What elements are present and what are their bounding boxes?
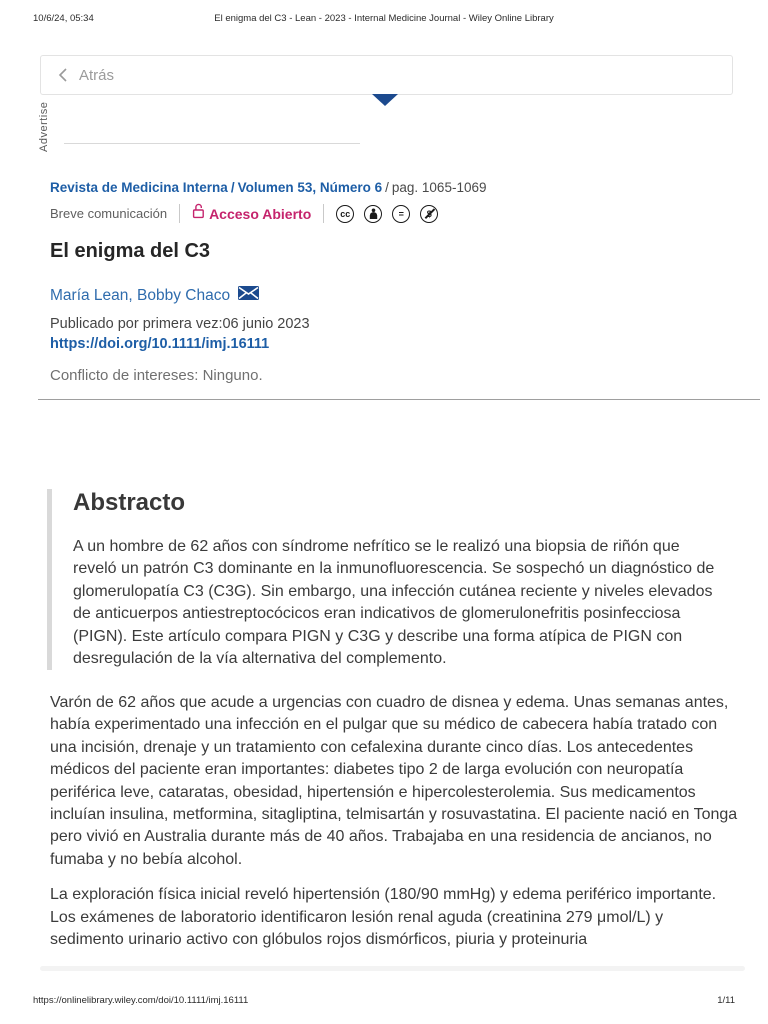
abstract-section [47,489,737,670]
abstract-heading: Abstracto [73,489,186,516]
pages-range: pag. 1065-1069 [391,180,487,195]
open-access-label: Acceso Abierto [209,205,312,222]
down-triangle-marker [372,94,398,106]
authors-row[interactable] [50,286,259,305]
cc-by-person-icon [364,205,382,223]
body-paragraph: Varón de 62 años que acude a urgencias con cuadro de disnea y edema. Unas semanas antes, había experimentado una infección en el pulgar que su médico de cabecera había tratado con una incisión, drenaje y un tratamiento con cefalexina durante cinco días. Los antecedentes médicos del paciente eran importantes: diabetes tipo 2 de larga evolución con neuropatía periférica leve, cataratas, obesidad, hipertensión e hipercolesterolemia. Sus medicamentos incluían insulina, metformina, sitagliptina, telmisartán y rosuvastatina. El paciente nació en Tonga pero vivió en Australia durante más de 40 años. Trabajaba en una residencia de ancianos, no fumaba y no bebía alcohol. [50,694,738,868]
email-envelope-icon[interactable] [238,286,259,305]
article-meta-row [50,203,438,224]
open-access-badge [192,203,311,224]
breadcrumb-separator: / [385,180,389,195]
breadcrumb-separator: / [230,180,235,195]
body-paragraph: La exploración física inicial reveló hipertensión (180/90 mmHg) y edema periférico importante. Los exámenes de laboratorio identificaron lesión renal aguda (creatinina 279 μmol/L) y sedimento urinario activo con glóbulos rojos dismórficos, piuria y proteinuria [50,886,717,949]
back-button-label: Atrás [79,66,115,84]
ad-placeholder [64,95,360,144]
open-lock-icon [192,203,205,224]
back-button[interactable] [40,55,733,95]
cc-nd-equals-icon: = [392,205,410,223]
article-body [50,692,738,951]
vertical-divider [179,204,180,223]
advertise-label: Advertise [38,101,50,152]
license-icons [336,205,438,223]
abstract-text: A un hombre de 62 años con síndrome nefrítico se le realizó una biopsia de riñón que reveló un patrón C3 dominante en la inmunofluorescencia. Se sospechó un diagnóstico de glomerulopatía C3 (C3G). Sin embargo, una infección cutánea reciente y niveles elevados de anticuerpos antiestreptocócicos eran indicativos de glomerulonefritis posinfecciosa (PIGN). Este artículo compara PIGN y C3G y describe una forma atípica de PIGN con desregulación de la vía alternativa del complemento. [73,538,715,668]
vertical-divider [323,204,324,223]
conflict-of-interest-line: Conflicto de intereses: Ninguno. [50,367,263,384]
chevron-left-icon [58,67,68,83]
issue-link[interactable]: Volumen 53, Número 6 [237,180,383,195]
cc-nc-dollar-slash-icon [420,205,438,223]
breadcrumb [50,180,486,195]
bottom-divider-bar [40,966,745,971]
journal-link[interactable]: Revista de Medicina Interna [50,180,228,195]
authors-names[interactable]: María Lean, Bobby Chaco [50,286,231,304]
print-datetime: 10/6/24, 05:34 [33,13,94,24]
print-doc-title: El enigma del C3 - Lean - 2023 - Internal Medicine Journal - Wiley Online Library [214,13,554,24]
section-divider [38,399,760,400]
cc-icon: cc [336,205,354,223]
published-date-line: Publicado por primera vez:06 junio 2023 [50,316,310,332]
doi-link[interactable]: https://doi.org/10.1111/imj.16111 [50,336,270,352]
article-title: El enigma del C3 [50,240,211,262]
article-type-label: Breve comunicación [50,206,168,221]
print-footer-url: https://onlinelibrary.wiley.com/doi/10.1111/imj.16111 [33,995,249,1006]
print-footer-page-indicator: 1/11 [717,995,735,1006]
